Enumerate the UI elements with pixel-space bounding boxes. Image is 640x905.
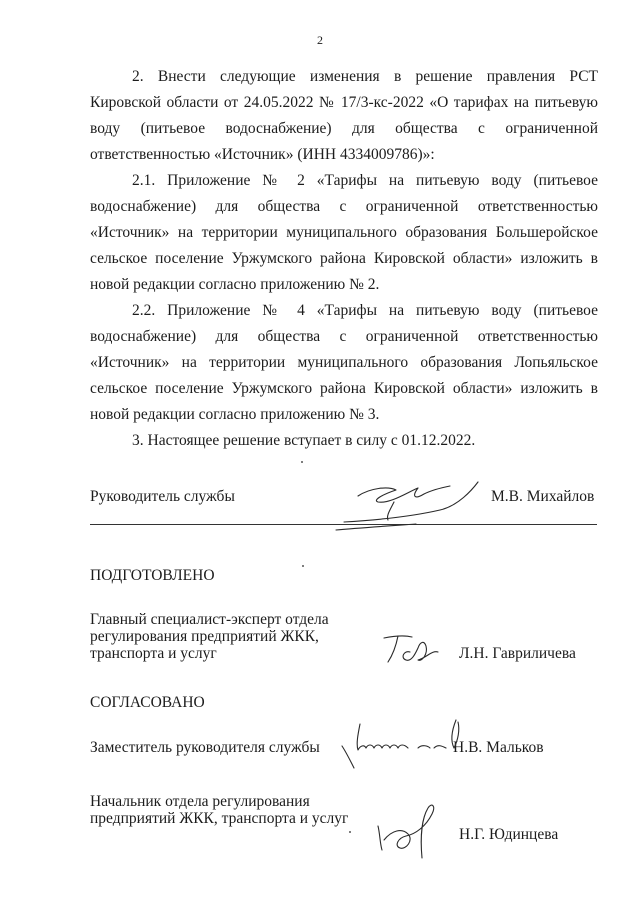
prepared-heading: ПОДГОТОВЛЕНО [90, 567, 215, 584]
scan-speck [302, 565, 304, 567]
head-name: М.В. Михайлов [491, 488, 595, 505]
paragraph-2: 2. Внести следующие изменения в решение правления РСТ Кировской области от 24.05.2022 № 17/3-кс-2022 «О тарифах на питьевую воду (питьевое водоснабжение) для общества с ограниченной ответственностью «Источник» (ИНН 4334009786)»: [90, 68, 598, 163]
deputy-signature [338, 716, 468, 776]
paragraph-2-2: 2.2. Приложение № 4 «Тарифы на питьевую воду (питьевое водоснабжение) для общества с ограниченной ответственностью «Источник» на территории муниципального образования Лопьяльское сельское поселение Уржумского района Кировской области» изложить в новой редакции согласно приложению № 3. [90, 302, 598, 423]
head-signature [318, 470, 498, 532]
agreed-heading: СОГЛАСОВАНО [90, 694, 205, 711]
head-role: Руководитель службы [90, 488, 235, 505]
deputy-name: Н.В. Мальков [453, 739, 544, 756]
paragraph-2-1: 2.1. Приложение № 2 «Тарифы на питьевую воду (питьевое водоснабжение) для общества с ограниченной ответственностью «Источник» на территории муниципального образования Большеройское сельское поселение Уржумского района Кировской области» изложить в новой редакции согласно приложению № 2. [90, 172, 598, 293]
deputy-role: Заместитель руководителя службы [90, 739, 320, 756]
prepared-role: Главный специалист-эксперт отдела регулирования предприятий ЖКК, транспорта и услуг [90, 611, 329, 662]
prepared-name: Л.Н. Гавриличева [459, 645, 576, 662]
scan-speck [349, 831, 351, 833]
chief-signature [370, 800, 450, 862]
page-number: 2 [317, 33, 323, 47]
scan-speck [301, 461, 303, 463]
prepared-signature [380, 632, 450, 668]
paragraph-3: 3. Настоящее решение вступает в силу с 01.12.2022. [132, 432, 476, 449]
chief-role: Начальник отдела регулирования предприятий ЖКК, транспорта и услуг [90, 793, 349, 827]
chief-name: Н.Г. Юдинцева [459, 826, 559, 843]
